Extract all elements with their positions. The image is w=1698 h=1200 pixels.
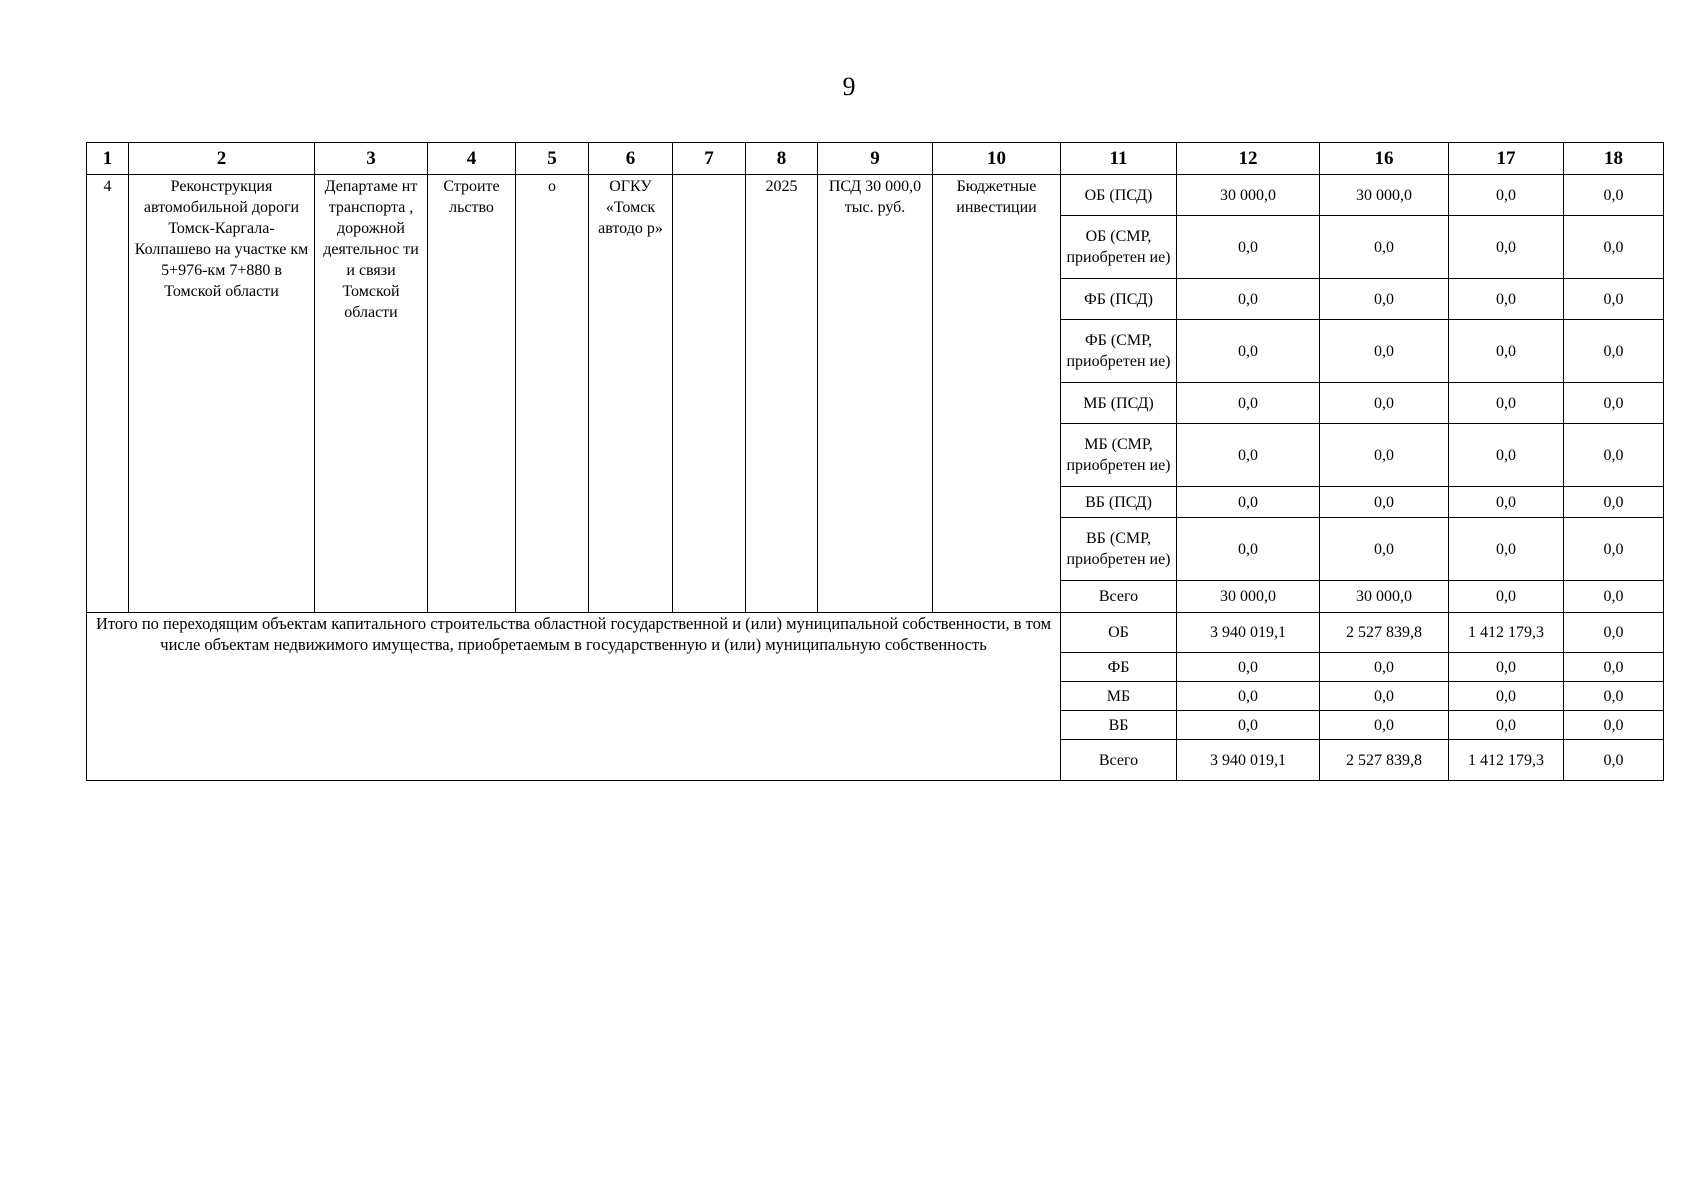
object-kind: Строите льство (428, 175, 516, 613)
value-cell: 30 000,0 (1177, 581, 1320, 613)
value-cell: 2 527 839,8 (1320, 740, 1449, 781)
value-cell: 0,0 (1449, 518, 1564, 581)
value-cell: 3 940 019,1 (1177, 740, 1320, 781)
value-cell: 0,0 (1177, 216, 1320, 279)
value-cell: 0,0 (1564, 279, 1664, 320)
value-cell: 0,0 (1564, 613, 1664, 653)
funding-source: ФБ (ПСД) (1061, 279, 1177, 320)
value-cell: 0,0 (1177, 653, 1320, 682)
funding-source: МБ (ПСД) (1061, 383, 1177, 424)
header-cell: 7 (673, 143, 746, 175)
total-label: Итого по переходящим объектам капитального строительства областной государственной и (или) муниципальной собственности, в том числе объектам недвижимого имущества, приобретаемым в государственную и (или) муниципальную собственность (87, 613, 1061, 781)
header-cell: 11 (1061, 143, 1177, 175)
value-cell: 0,0 (1177, 424, 1320, 487)
funding-source: МБ (1061, 682, 1177, 711)
object-investment: Бюджетные инвестиции (933, 175, 1061, 613)
value-cell: 0,0 (1564, 487, 1664, 518)
value-cell: 0,0 (1564, 320, 1664, 383)
value-cell: 0,0 (1320, 216, 1449, 279)
header-cell: 16 (1320, 143, 1449, 175)
value-cell: 0,0 (1564, 682, 1664, 711)
value-cell: 1 412 179,3 (1449, 613, 1564, 653)
value-cell: 30 000,0 (1177, 175, 1320, 216)
value-cell: 0,0 (1564, 216, 1664, 279)
value-cell: 0,0 (1177, 487, 1320, 518)
value-cell: 30 000,0 (1320, 581, 1449, 613)
value-cell: 0,0 (1564, 383, 1664, 424)
value-cell: 0,0 (1564, 175, 1664, 216)
value-cell: 0,0 (1320, 320, 1449, 383)
value-cell: 0,0 (1564, 653, 1664, 682)
table-row (87, 175, 1664, 216)
object-year: 2025 (746, 175, 818, 613)
total-row (87, 613, 1664, 653)
value-cell: 0,0 (1449, 711, 1564, 740)
value-cell: 0,0 (1320, 518, 1449, 581)
value-cell: 0,0 (1177, 518, 1320, 581)
value-cell: 0,0 (1177, 279, 1320, 320)
funding-source: ОБ (ПСД) (1061, 175, 1177, 216)
value-cell: 0,0 (1449, 383, 1564, 424)
funding-source: ФБ (СМР, приобретен ие) (1061, 320, 1177, 383)
object-col5: о (516, 175, 589, 613)
value-cell: 0,0 (1177, 383, 1320, 424)
value-cell: 3 940 019,1 (1177, 613, 1320, 653)
funding-source: ОБ (1061, 613, 1177, 653)
header-cell: 4 (428, 143, 516, 175)
header-cell: 6 (589, 143, 673, 175)
funding-source: Всего (1061, 581, 1177, 613)
value-cell: 0,0 (1177, 711, 1320, 740)
page-number: 9 (842, 72, 856, 101)
object-col7 (673, 175, 746, 613)
funding-source: ВБ (СМР, приобретен ие) (1061, 518, 1177, 581)
value-cell: 0,0 (1320, 424, 1449, 487)
value-cell: 0,0 (1449, 279, 1564, 320)
value-cell: 0,0 (1320, 682, 1449, 711)
value-cell: 2 527 839,8 (1320, 613, 1449, 653)
header-row (87, 143, 1664, 175)
header-cell: 1 (87, 143, 129, 175)
object-capacity: ПСД 30 000,0 тыс. руб. (818, 175, 933, 613)
funding-source: МБ (СМР, приобретен ие) (1061, 424, 1177, 487)
funding-source: Всего (1061, 740, 1177, 781)
header-cell: 10 (933, 143, 1061, 175)
value-cell: 0,0 (1564, 711, 1664, 740)
value-cell: 0,0 (1449, 682, 1564, 711)
object-customer: ОГКУ «Томск автодо р» (589, 175, 673, 613)
funding-source: ВБ (ПСД) (1061, 487, 1177, 518)
value-cell: 0,0 (1564, 518, 1664, 581)
object-department: Департаме нт транспорта , дорожной деятельнос ти и связи Томской области (315, 175, 428, 613)
header-cell: 9 (818, 143, 933, 175)
value-cell: 0,0 (1320, 653, 1449, 682)
funding-source: ОБ (СМР, приобретен ие) (1061, 216, 1177, 279)
value-cell: 0,0 (1564, 740, 1664, 781)
value-cell: 0,0 (1320, 487, 1449, 518)
value-cell: 0,0 (1449, 320, 1564, 383)
value-cell: 0,0 (1449, 487, 1564, 518)
header-cell: 12 (1177, 143, 1320, 175)
value-cell: 0,0 (1449, 175, 1564, 216)
value-cell: 0,0 (1320, 279, 1449, 320)
value-cell: 0,0 (1449, 581, 1564, 613)
value-cell: 30 000,0 (1320, 175, 1449, 216)
header-cell: 8 (746, 143, 818, 175)
header-cell: 18 (1564, 143, 1664, 175)
value-cell: 0,0 (1564, 424, 1664, 487)
funding-source: ВБ (1061, 711, 1177, 740)
value-cell: 0,0 (1177, 682, 1320, 711)
header-cell: 2 (129, 143, 315, 175)
value-cell: 0,0 (1449, 216, 1564, 279)
header-cell: 5 (516, 143, 589, 175)
object-number: 4 (87, 175, 129, 613)
value-cell: 0,0 (1177, 320, 1320, 383)
value-cell: 0,0 (1449, 424, 1564, 487)
header-cell: 17 (1449, 143, 1564, 175)
value-cell: 0,0 (1320, 711, 1449, 740)
value-cell: 1 412 179,3 (1449, 740, 1564, 781)
object-name: Реконструкция автомобильной дороги Томск-Каргала-Колпашево на участке км 5+976-км 7+880 в Томской области (129, 175, 315, 613)
value-cell: 0,0 (1564, 581, 1664, 613)
investment-table (86, 142, 1664, 781)
funding-source: ФБ (1061, 653, 1177, 682)
value-cell: 0,0 (1449, 653, 1564, 682)
value-cell: 0,0 (1320, 383, 1449, 424)
header-cell: 3 (315, 143, 428, 175)
